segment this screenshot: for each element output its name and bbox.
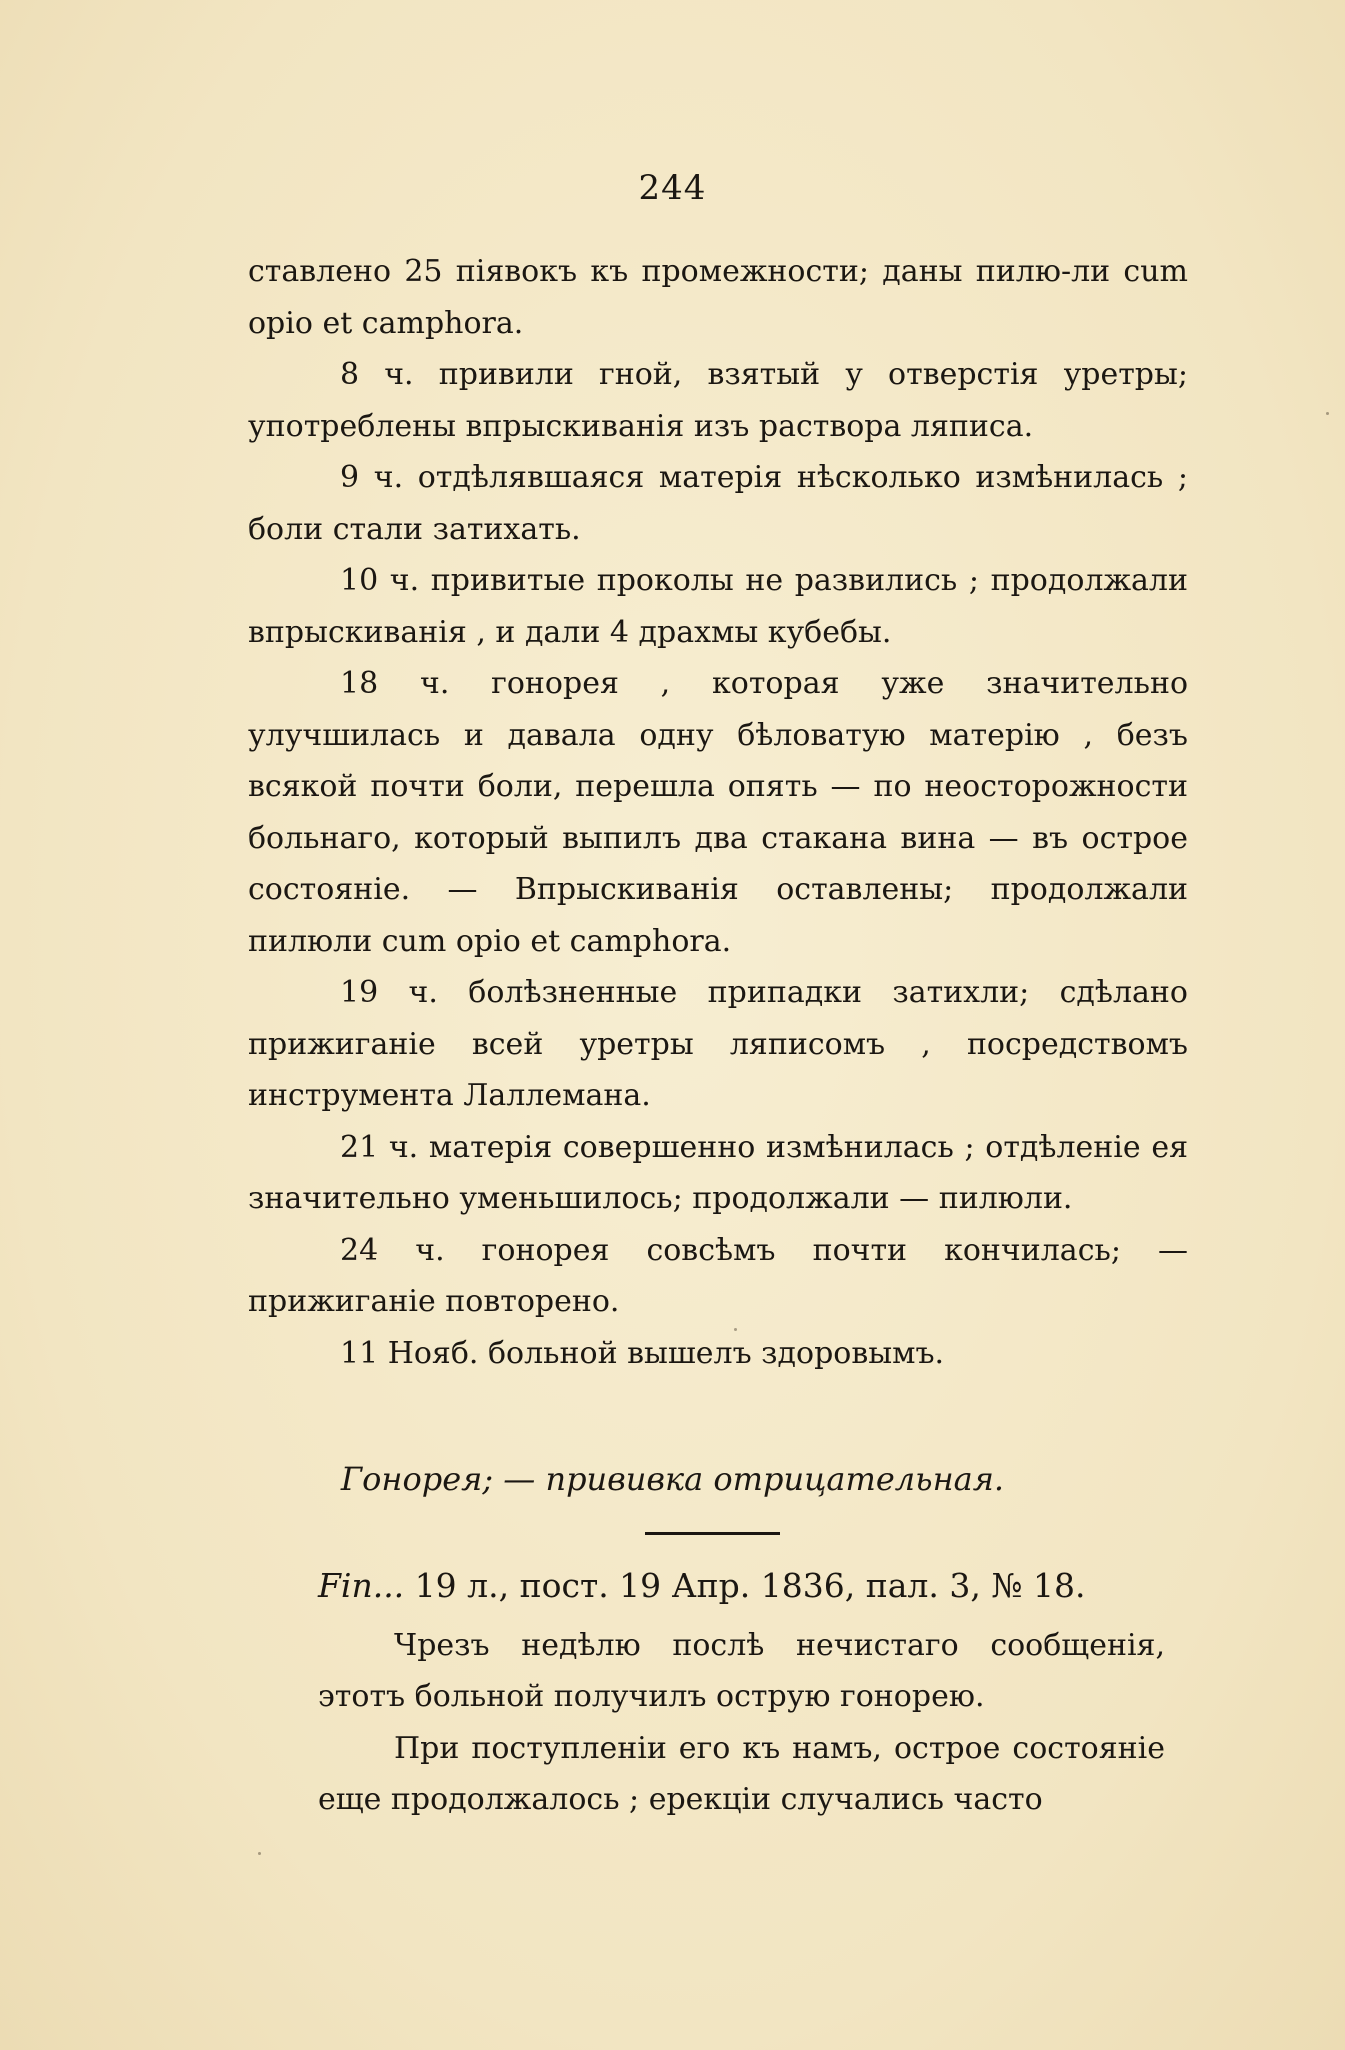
patient-name: Fin... — [318, 1566, 405, 1605]
paragraph: 11 Нояб. больной вышелъ здоровымъ. — [340, 1335, 945, 1371]
paragraph: 24 ч. гонорея совсѣмъ почти кончилась; — прижиганiе повторено. — [248, 1232, 1188, 1319]
paragraph: 19 ч. болѣзненные припадки затихли; сдѣлано прижиганiе всей уретры ляписомъ , посредствомъ инструмента Лаллемана. — [248, 975, 1188, 1113]
page-number: 244 — [638, 168, 707, 208]
case-block — [318, 1560, 1165, 1826]
paper-speck — [258, 1852, 261, 1855]
paper-speck — [734, 1328, 737, 1331]
paragraph: 10 ч. привитые проколы не развились ; продолжали впрыскиванiя , и дали 4 драхмы кубебы. — [248, 563, 1188, 650]
paragraph: ставлено 25 пiявокъ къ промежности; даны пилю-ли cum opio et camphora. — [248, 254, 1188, 341]
paragraph: 8 ч. привили гной, взятый у отверстiя уретры; употреблены впрыскиванiя изъ раствора ляписа. — [248, 357, 1188, 444]
section-divider — [645, 1532, 780, 1535]
paragraph: При поступленiи его къ намъ, острое состоянiе еще продолжалось ; ерекцiи случались часто — [318, 1730, 1165, 1817]
paragraph: 9 ч. отдѣлявшаяся матерiя нѣсколько измѣнилась ; боли стали затихать. — [248, 460, 1188, 547]
paragraph: 21 ч. матерiя совершенно измѣнилась ; отдѣленiе ея значительно уменьшилось; продолжали — пилюли. — [248, 1129, 1188, 1216]
paragraph: 18 ч. гонорея , которая уже значительно улучшилась и давала одну бѣловатую матерiю , безъ всякой почти боли, перешла опять — по неосторожности больнаго, который выпилъ два стакана вина — въ острое состоянiе. — Впрыскиванiя оставлены; продолжали пилюли cum opio et camphora. — [248, 666, 1188, 959]
body-text — [248, 246, 1188, 1379]
paragraph: Чрезъ недѣлю послѣ нечистаго сообщенiя, этотъ больной получилъ острую гонорею. — [318, 1627, 1165, 1714]
section-heading: Гонорея; — прививка отрицательная. — [340, 1460, 1005, 1498]
case-details: 19 л., пост. 19 Апр. 1836, пал. 3, № 18. — [414, 1566, 1086, 1605]
case-header — [318, 1560, 1165, 1612]
paper-speck — [1326, 412, 1329, 415]
